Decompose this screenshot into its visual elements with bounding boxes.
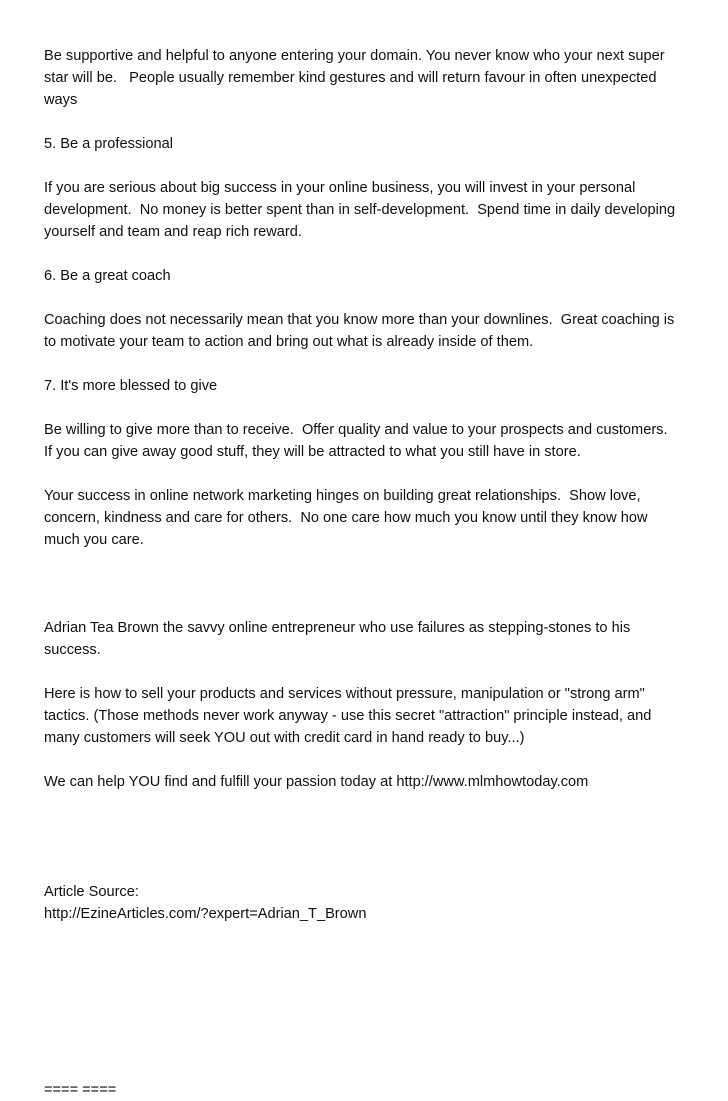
text-line: concern, kindness and care for others. No one care how much you know until they know how [44, 510, 648, 526]
article-source-label: Article Source: [44, 884, 139, 900]
paragraph-supportive [44, 45, 694, 111]
call-to-action [44, 771, 694, 793]
text-line: If you can give away good stuff, they will be attracted to what you still have in store. [44, 444, 581, 460]
text-line: yourself and team and reap rich reward. [44, 224, 302, 240]
text-line: tactics. (Those methods never work anyway - use this secret "attraction" principle instead, and [44, 708, 652, 724]
text-line: ways [44, 92, 78, 108]
text-line: development. No money is better spent than in self-development. Spend time in daily developing [44, 202, 676, 218]
text-line: much you care. [44, 532, 144, 548]
document-page [44, 45, 694, 1101]
section-heading: 5. Be a professional [44, 136, 173, 152]
spacer [44, 859, 694, 881]
heading-blessed-to-give [44, 375, 694, 397]
text-line: Here is how to sell your products and services without pressure, manipulation or "strong arm" [44, 686, 645, 702]
section-heading: 7. It's more blessed to give [44, 378, 218, 394]
text-line: Adrian Tea Brown the savvy online entrepreneur who use failures as stepping-stones to his [44, 620, 631, 636]
cta-text: We can help YOU find and fulfill your passion today at http://www.mlmhowtoday.com [44, 774, 589, 790]
separator-text: ==== ==== [44, 1082, 117, 1098]
text-line: Be willing to give more than to receive. Offer quality and value to your prospects and customers. [44, 422, 668, 438]
article-source-url: http://EzineArticles.com/?expert=Adrian_T_Brown [44, 906, 367, 922]
text-line: If you are serious about big success in your online business, you will invest in your personal [44, 180, 636, 196]
spacer [44, 925, 694, 1035]
text-line: to motivate your team to action and bring out what is already inside of them. [44, 334, 534, 350]
heading-great-coach [44, 265, 694, 287]
spacer [44, 793, 694, 859]
text-line: Be supportive and helpful to anyone entering your domain. You never know who your next super [44, 48, 665, 64]
article-source [44, 881, 694, 925]
author-bio [44, 617, 694, 661]
paragraph-professional [44, 177, 694, 243]
section-heading: 6. Be a great coach [44, 268, 171, 284]
sales-pitch [44, 683, 694, 749]
text-line: Your success in online network marketing hinges on building great relationships. Show love, [44, 488, 641, 504]
text-line: many customers will seek YOU out with credit card in hand ready to buy...) [44, 730, 525, 746]
text-line: Coaching does not necessarily mean that you know more than your downlines. Great coaching is [44, 312, 675, 328]
paragraph-give [44, 419, 694, 463]
text-line: success. [44, 642, 101, 658]
text-line: star will be. People usually remember kind gestures and will return favour in often unexpected [44, 70, 657, 86]
heading-be-professional [44, 133, 694, 155]
paragraph-relationships [44, 485, 694, 551]
paragraph-coaching [44, 309, 694, 353]
separator [44, 1079, 694, 1101]
spacer [44, 1035, 694, 1079]
spacer [44, 551, 694, 617]
